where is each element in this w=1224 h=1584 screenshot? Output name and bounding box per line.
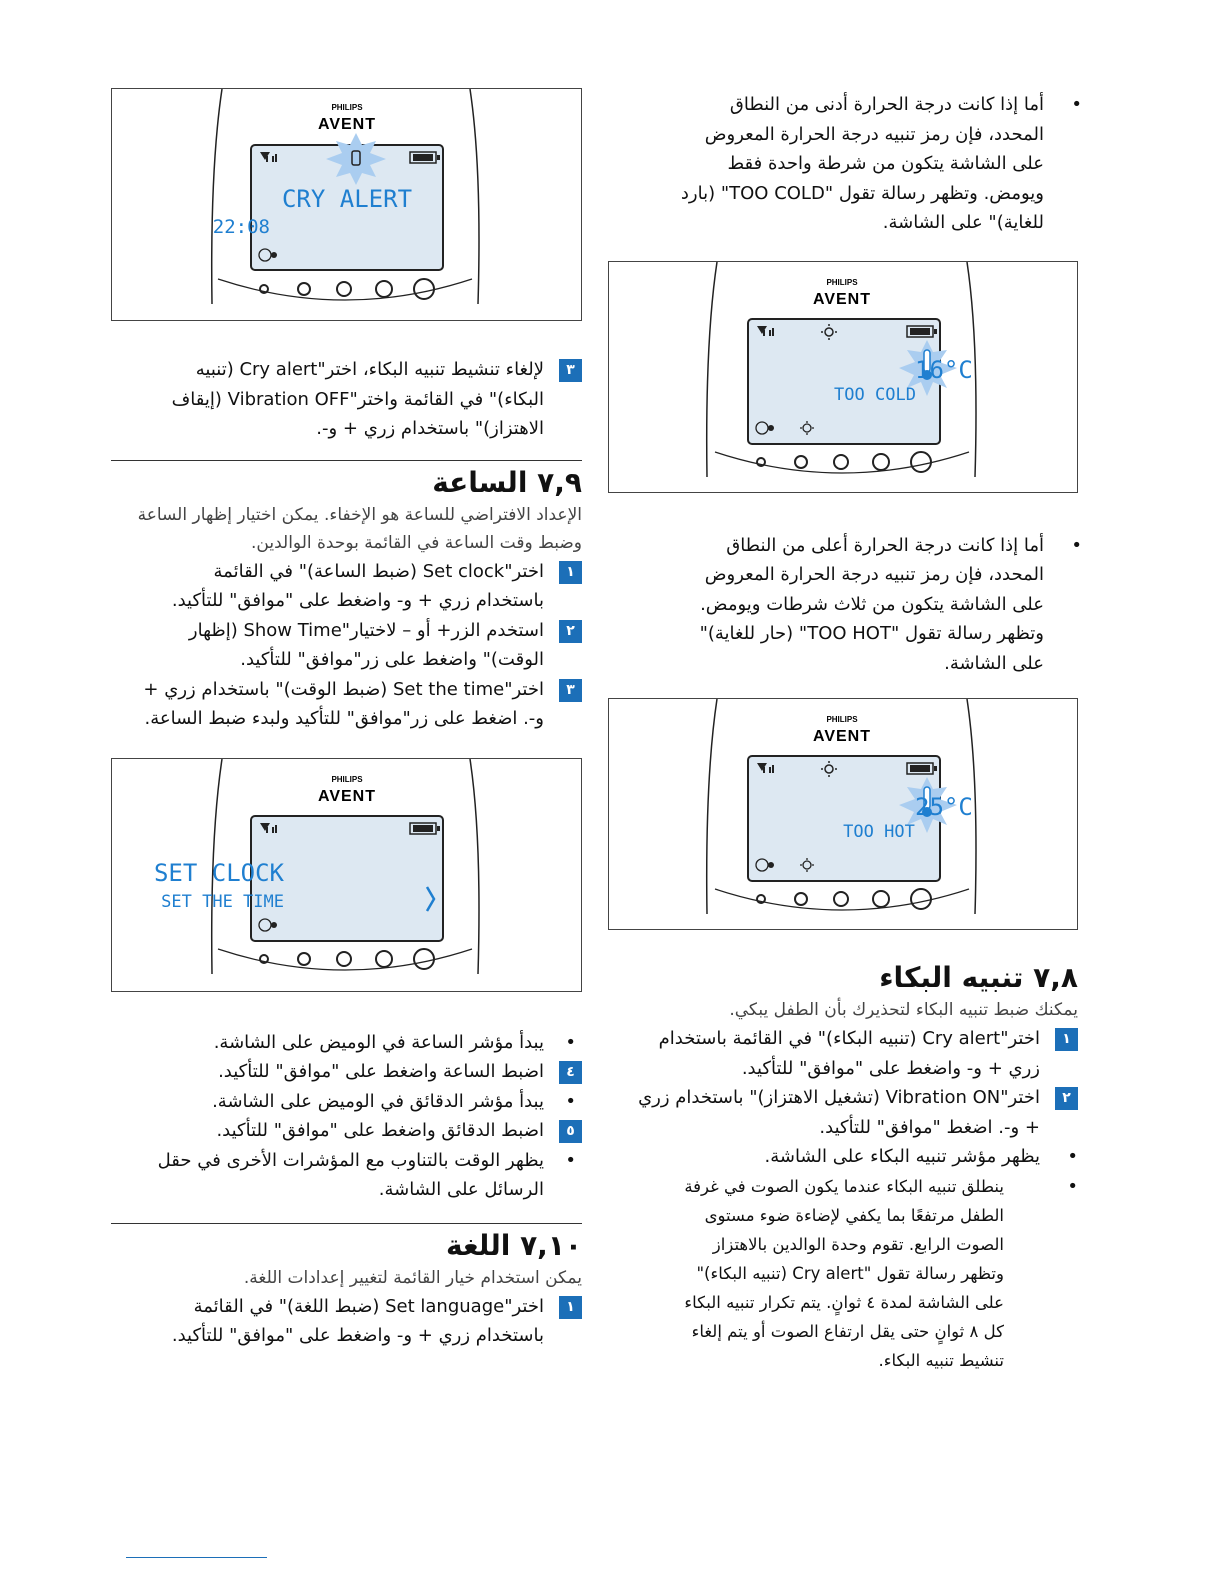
bullet-dot-icon: • [565,1090,576,1112]
step-number-badge: ٢ [559,620,582,643]
footer-rule [126,1557,267,1558]
brand-main: AVENT [812,728,872,745]
lcd-line2: 22:08 [212,216,270,238]
step-number-badge: ١ [559,1296,582,1319]
brand-top: PHILIPS [331,103,363,112]
bullet-dot-icon: • [1067,1146,1078,1167]
bullet-cry-indicator: • يظهر مؤشر تنبيه البكاء على الشاشة. [628,1142,1040,1172]
step-3: ٣ اختر"Set the time (ضبط الوقت)" باستخدام زري + و-. اضغط على زر"موافق" للتأكيد ولبدء ضبط الساعة. [111,675,582,734]
lcd-temp: 25°C [915,793,973,821]
brand-top: PHILIPS [826,715,858,724]
left-column [111,88,582,1351]
bullet-time-alternates: • يظهر الوقت بالتناوب مع المؤشرات الأخرى في حقل الرسائل على الشاشة. [115,1146,544,1205]
step-number-badge: ٣ [559,359,582,382]
step-5: ٥ اضبط الدقائق واضغط على "موافق" للتأكيد. [111,1116,582,1146]
step-2: ٢ استخدم الزر+ أو – لاختيار"Show Time (إظهار الوقت)" واضغط على زر"موافق" للتأكيد. [111,616,582,675]
section-intro: الإعداد الافتراضي للساعة هو الإخفاء. يمكن اختيار إظهار الساعة وضبط وقت الساعة في القائمة بوحدة الوالدين. [137,504,582,553]
section-divider [111,460,582,461]
device-figure-cry-alert [111,88,582,321]
bullet-too-cold: • أما إذا كانت درجة الحرارة أدنى من النطاق المحدد، فإن رمز تنبيه درجة الحرارة المعروض على الشاشة يتكون من شرطة واحدة فقط ويومض. وتظهر رسالة تقول "TOO COLD" (بارد للغاية)" على الشاشة. [608,90,1044,238]
bullet-dot-icon: • [565,1149,576,1171]
lcd-line1: SET CLOCK [153,858,284,887]
section-divider [111,1223,582,1224]
step-number-badge: ١ [1055,1028,1078,1051]
bullet-dot-icon: • [1067,1175,1078,1197]
step-number-badge: ٤ [559,1061,582,1084]
step-3-disable-cry: ٣ لإلغاء تنشيط تنبيه البكاء، اختر"Cry alert (تنبيه البكاء)" في القائمة واختر"Vibration OFF (إيقاف الاهتزاز)" باستخدام زري + و-. [111,355,582,444]
bullet-cry-trigger: • ينطلق تنبيه البكاء عندما يكون الصوت في غرفة الطفل مرتفعًا بما يكفي لإضاءة ضوء مستوى الصوت الرابع. تقوم وحدة الوالدين بالاهتزاز وتظهر رسالة تقول "Cry alert (تنبيه البكاء)" على الشاشة لمدة ٤ ثوانٍ. يتم تكرار تنبيه البكاء كل ٨ ثوانٍ حتى يقل ارتفاع الصوت أو يتم إلغاء تنشيط تنبيه البكاء. [682,1172,1004,1375]
lcd-message: TOO HOT [843,822,915,842]
bullet-dot-icon: • [1071,94,1082,115]
brand-main: AVENT [317,116,377,133]
device-illustration [111,759,581,992]
step-1: ١ اختر"Cry alert (تنبيه البكاء)" في القائمة باستخدام زري + و- واضغط على "موافق" للتأكيد. [608,1024,1078,1083]
step-1: ١ اختر"Set language (ضبط اللغة)" في القائمة باستخدام زري + و- واضغط على "موافق" للتأكيد. [111,1292,582,1351]
section-intro: يمكنك ضبط تنبيه البكاء لتحذيرك بأن الطفل يبكي. [729,1000,1078,1020]
step-2: ٢ اختر"Vibration ON (تشغيل الاهتزاز)" باستخدام زري + و-. اضغط "موافق" للتأكيد. [608,1083,1078,1142]
bullet-too-hot: • أما إذا كانت درجة الحرارة أعلى من النطاق المحدد، فإن رمز تنبيه درجة الحرارة المعروض على الشاشة يتكون من ثلاث شرطات ويومض. وتظهر رسالة تقول "TOO HOT" (حار للغاية)" على الشاشة. [608,531,1044,679]
brand-main: AVENT [317,787,377,805]
lcd-temp: 16°C [915,355,973,384]
lcd-message: TOO COLD [834,384,916,405]
device-illustration [111,89,581,321]
lcd-line1: CRY ALERT [281,185,413,213]
step-1: ١ اختر"Set clock (ضبط الساعة)" في القائمة باستخدام زري + و- واضغط على "موافق" للتأكيد. [111,557,582,616]
brand-top: PHILIPS [826,277,858,287]
step-4: ٤ اضبط الساعة واضغط على "موافق" للتأكيد. [111,1057,582,1087]
bullet-hour-blink: • يبدأ مؤشر الساعة في الوميض على الشاشة. [141,1028,544,1058]
step-number-badge: ٥ [559,1120,582,1143]
section-title-clock: ٧,٩ الساعة [432,465,582,499]
right-column [608,90,1082,1375]
brand-main: AVENT [812,290,872,308]
bullet-minute-blink: • يبدأ مؤشر الدقائق في الوميض على الشاشة. [141,1087,544,1117]
device-figure-too-hot [608,698,1078,930]
bullet-dot-icon: • [1071,534,1082,556]
bullet-dot-icon: • [565,1031,576,1053]
section-title-language: ٧,١٠ اللغة [446,1228,582,1262]
step-number-badge: ٢ [1055,1087,1078,1110]
device-illustration [608,699,1077,930]
section-title-cry-alert: ٧,٨ تنبيه البكاء [879,961,1078,994]
device-figure-set-clock [111,758,582,992]
section-intro: يمكن استخدام خيار القائمة لتغيير إعدادات اللغة. [243,1267,582,1288]
brand-top: PHILIPS [331,774,363,784]
lcd-line2: SET THE TIME [161,891,284,912]
step-number-badge: ١ [559,561,582,584]
step-number-badge: ٣ [559,679,582,702]
device-figure-too-cold [608,261,1078,493]
device-illustration [608,262,1077,493]
